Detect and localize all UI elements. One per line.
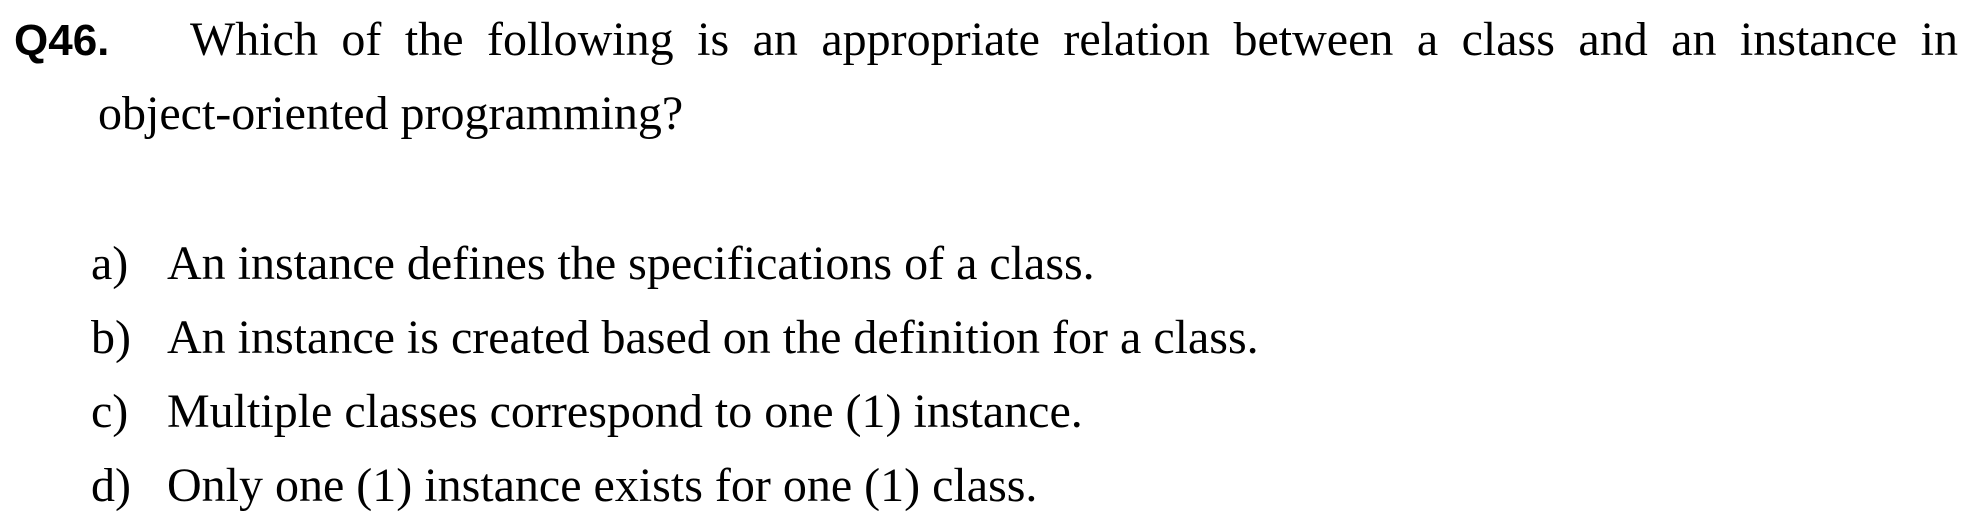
choice-a[interactable] bbox=[91, 232, 1591, 306]
question-text-line-1: Which of the following is an appropriate relation between a class and an instance in bbox=[190, 13, 1958, 66]
question-line-1 bbox=[14, 8, 1958, 72]
question-number: Q46. bbox=[14, 16, 110, 65]
choice-d[interactable] bbox=[91, 454, 1591, 528]
answer-choices bbox=[91, 232, 1591, 528]
choice-text: Multiple classes correspond to one (1) instance. bbox=[167, 385, 1083, 438]
choice-letter: a) bbox=[91, 237, 129, 290]
choice-c[interactable] bbox=[91, 380, 1591, 454]
choice-letter: b) bbox=[91, 311, 131, 364]
choice-letter: c) bbox=[91, 385, 129, 438]
choice-text: Only one (1) instance exists for one (1) class. bbox=[167, 459, 1038, 512]
choice-letter: d) bbox=[91, 459, 131, 512]
choice-text: An instance is created based on the definition for a class. bbox=[167, 311, 1259, 364]
question-text-line-2: object-oriented programming? bbox=[98, 87, 684, 140]
choice-text: An instance defines the specifications of a class. bbox=[167, 237, 1095, 290]
choice-b[interactable] bbox=[91, 306, 1591, 380]
